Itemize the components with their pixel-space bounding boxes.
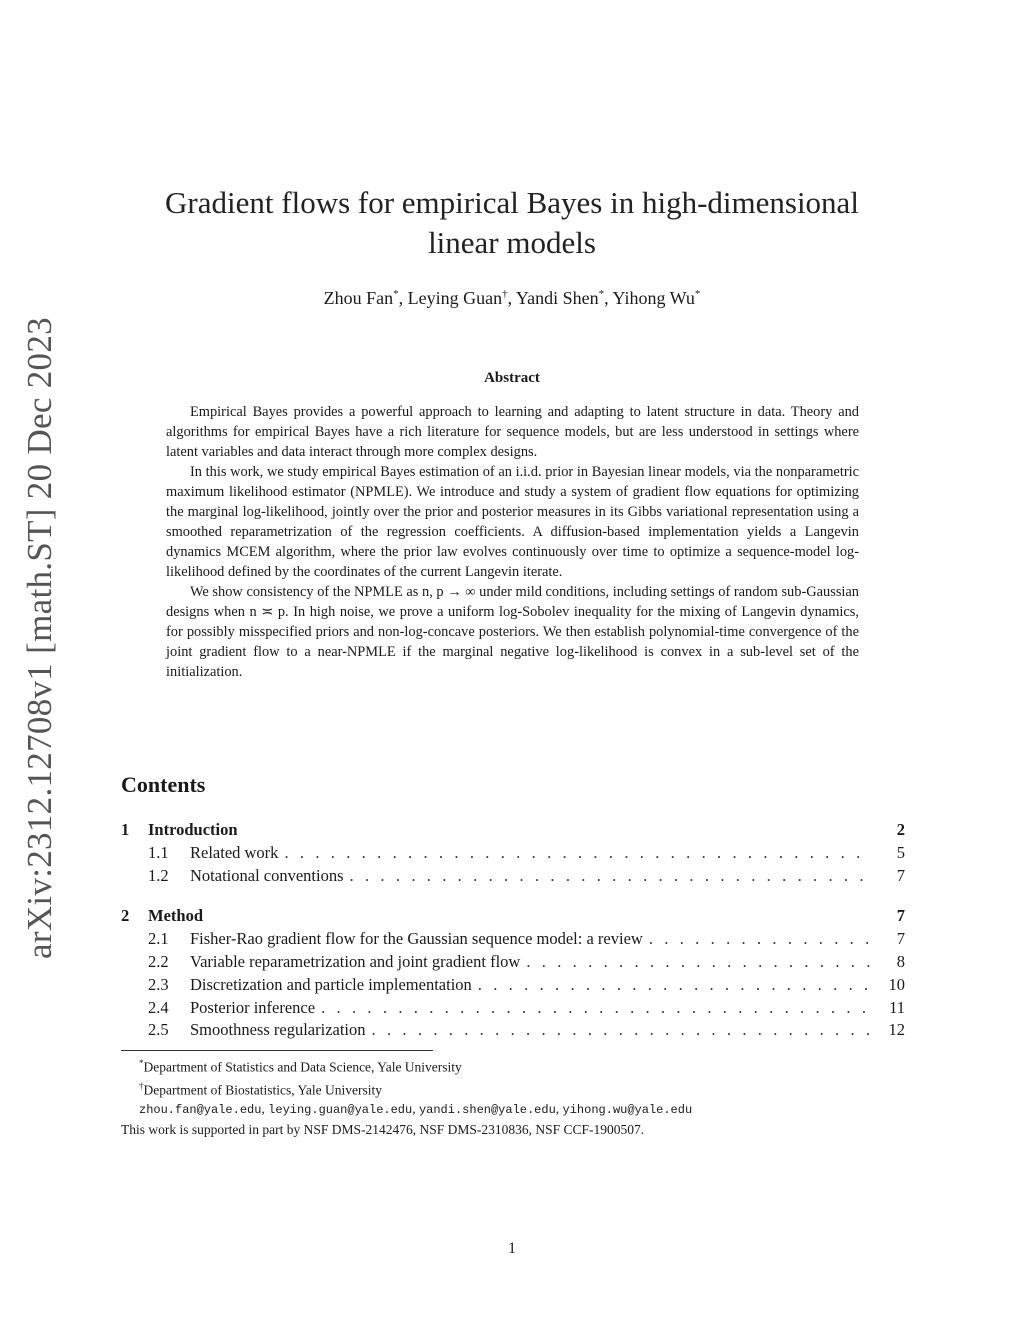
footnote-funding: This work is supported in part by NSF DMS-2142476, NSF DMS-2310836, NSF CCF-1900507. [121, 1122, 645, 1137]
toc-title: Discretization and particle implementation [190, 974, 472, 994]
toc-leader [350, 865, 871, 888]
toc-page: 7 [896, 865, 905, 885]
author-name: Yandi Shen [515, 288, 599, 308]
toc-leader [649, 928, 871, 951]
footnote-emails [121, 1099, 692, 1120]
toc-number: 1.2 [148, 865, 169, 885]
table-of-contents [121, 819, 905, 1042]
toc-entry[interactable] [121, 928, 905, 951]
toc-title: Method [148, 906, 203, 926]
email-separator: , [555, 1101, 563, 1116]
toc-title: Posterior inference [190, 997, 316, 1017]
abstract-body [166, 402, 859, 682]
email-link[interactable]: yihong.wu@yale.edu [562, 1103, 693, 1117]
footnote-mark: * [139, 1058, 144, 1068]
toc-leader [284, 842, 871, 865]
author-name: Leying Guan [407, 288, 503, 308]
toc-number: 2 [121, 906, 130, 926]
author-list: Zhou Fan*, Leying Guan†, Yandi Shen*, Yihong Wu* [323, 288, 701, 308]
toc-leader [478, 974, 871, 997]
abstract-paragraph: In this work, we study empirical Bayes estimation of an i.i.d. prior in Bayesian linear models, via the nonparametric maximum likelihood estimator (NPMLE). We introduce and study a system of gradient flow equations for optimizing the marginal log-likelihood, jointly over the prior and posterior measures in its Gibbs variational representation using a smoothed reparametrization of the regression coefficients. A diffusion-based implementation yields a Langevin dynamics MCEM algorithm, where the prior law evolves continuously over time to optimize a sequence-model log-likelihood defined by the coordinates of the current Langevin iterate. [166, 464, 859, 580]
toc-entry[interactable] [121, 974, 905, 997]
author-mark: * [393, 288, 399, 300]
toc-leader [372, 1019, 871, 1042]
toc-number: 2.3 [148, 974, 169, 994]
author-mark: † [502, 288, 508, 300]
email-separator: , [261, 1101, 269, 1116]
email-separator: , [412, 1101, 419, 1116]
toc-page: 7 [896, 929, 905, 949]
toc-page: 5 [896, 842, 905, 862]
toc-entry[interactable] [121, 997, 905, 1020]
toc-title: Fisher-Rao gradient flow for the Gaussian sequence model: a review [190, 929, 643, 949]
footnote-mark: † [139, 1080, 144, 1091]
toc-number: 2.5 [148, 1020, 169, 1040]
toc-title: Related work [190, 842, 279, 862]
toc-number: 1 [121, 820, 130, 839]
page-number: 1 [508, 1240, 516, 1257]
toc-page: 11 [889, 997, 905, 1017]
toc-entry[interactable] [121, 951, 905, 974]
abstract-paragraph: Empirical Bayes provides a powerful approach to learning and adapting to latent structure in data. Theory and algorithms for empirical Bayes have a rich literature for sequence models, but are less understood in settings where latent variables and data interact through more complex designs. [166, 404, 859, 460]
toc-page: 7 [896, 906, 905, 926]
toc-title: Notational conventions [190, 865, 344, 885]
toc-number: 2.1 [148, 929, 169, 949]
toc-page: 10 [888, 974, 905, 994]
toc-number: 2.4 [148, 997, 169, 1017]
toc-entry[interactable] [121, 865, 905, 888]
toc-entry[interactable] [121, 1019, 905, 1042]
contents-heading: Contents [121, 772, 206, 797]
author-mark: * [598, 288, 605, 300]
footnote-affiliation [121, 1054, 692, 1077]
email-link[interactable]: yandi.shen@yale.edu [418, 1103, 556, 1117]
footnote-affiliation [121, 1077, 692, 1100]
toc-page: 12 [888, 1020, 905, 1040]
arxiv-identifier: arXiv:2312.12708v1 [math.ST] 20 Dec 2023 [20, 317, 59, 959]
toc-entry[interactable] [121, 819, 905, 842]
footnote-text: Department of Statistics and Data Science, Yale University [143, 1059, 462, 1075]
abstract-heading: Abstract [484, 370, 540, 386]
toc-entry[interactable] [121, 842, 905, 865]
arxiv-sidebar [10, 318, 70, 958]
footnote-text: Department of Biostatistics, Yale University [143, 1082, 382, 1097]
abstract-paragraph: We show consistency of the NPMLE as n, p → ∞ under mild conditions, including settings of random sub-Gaussian designs when n ≍ p. In high noise, we prove a uniform log-Sobolev inequality for the mixing of Langevin dynamics, for possibly misspecified priors and non-log-concave posteriors. We then establish polynomial-time convergence of the joint gradient flow to a near-NPMLE if the marginal negative log-likelihood is convex in a sub-level set of the initialization. [166, 584, 859, 680]
author-name: Yihong Wu [612, 288, 695, 308]
email-link[interactable]: zhou.fan@yale.edu [139, 1103, 262, 1117]
toc-entry[interactable] [121, 905, 905, 928]
author-name: Zhou Fan [323, 288, 394, 308]
toc-number: 2.2 [148, 951, 169, 971]
toc-page: 8 [896, 951, 905, 971]
footnotes [121, 1054, 692, 1139]
toc-title: Introduction [148, 820, 238, 839]
email-link[interactable]: leying.guan@yale.edu [268, 1103, 413, 1117]
footnote-divider [121, 1050, 433, 1051]
toc-title: Smoothness regularization [190, 1020, 366, 1040]
paper-title: Gradient flows for empirical Bayes in high-dimensional linear models [165, 185, 859, 260]
toc-leader [321, 997, 871, 1020]
author-mark: * [694, 288, 701, 300]
toc-leader [526, 951, 871, 974]
toc-page: 2 [896, 820, 905, 839]
toc-title: Variable reparametrization and joint gradient flow [190, 951, 521, 971]
toc-number: 1.1 [148, 842, 169, 862]
